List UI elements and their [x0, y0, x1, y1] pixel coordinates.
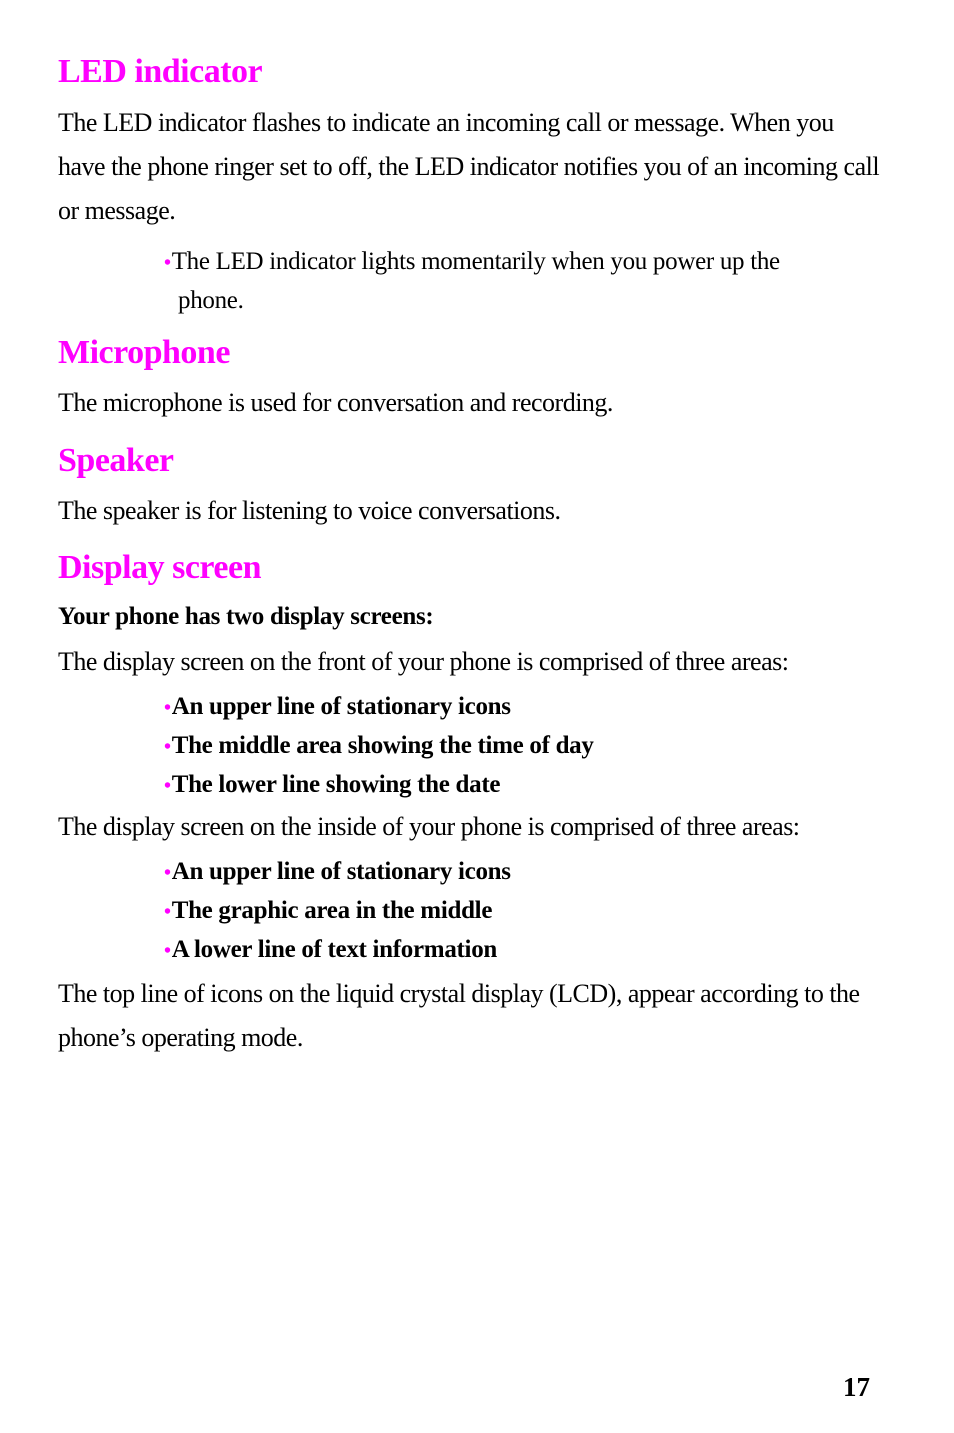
display-screen-heading: Display screen: [58, 549, 261, 586]
display-front-item-2: The middle area showing the time of day: [171, 732, 594, 759]
display-screen-subheading: Your phone has two display screens:: [58, 603, 434, 630]
list-item: [164, 853, 888, 892]
list-item: [164, 243, 844, 319]
bullet-icon: •: [164, 736, 171, 758]
speaker-body: The speaker is for listening to voice conversations.: [58, 496, 561, 525]
bullet-icon: •: [164, 901, 171, 923]
microphone-body: The microphone is used for conversation and recording.: [58, 388, 613, 417]
display-front-intro: The display screen on the front of your phone is comprised of three areas:: [58, 647, 789, 676]
list-item: [164, 892, 888, 931]
display-inside-item-2: The graphic area in the middle: [171, 897, 493, 924]
bullet-icon: •: [164, 940, 171, 962]
bullet-icon: •: [164, 862, 171, 884]
microphone-heading: Microphone: [58, 334, 230, 371]
bullet-icon: •: [164, 775, 171, 797]
led-indicator-note: The LED indicator lights momentarily when you power up the phone.: [171, 248, 780, 314]
display-closing: The top line of icons on the liquid crystal display (LCD), appear according to the phone’s operating mode.: [58, 979, 860, 1052]
section-display-screen: [58, 551, 888, 1060]
list-item: [164, 688, 888, 727]
led-indicator-note-list: [58, 243, 844, 319]
display-inside-intro: The display screen on the inside of your phone is comprised of three areas:: [58, 812, 800, 841]
display-front-item-3: The lower line showing the date: [171, 771, 501, 798]
led-indicator-body: The LED indicator flashes to indicate an incoming call or message. When you have the phone ringer set to off, the LED indicator notifies you of an incoming call or message.: [58, 108, 880, 225]
bullet-icon: •: [164, 697, 171, 719]
list-item: [164, 727, 888, 766]
section-microphone: [58, 336, 888, 425]
display-inside-list: [58, 853, 888, 970]
display-front-item-1: An upper line of stationary icons: [171, 693, 511, 720]
led-indicator-heading: LED indicator: [58, 53, 263, 90]
display-front-list: [58, 688, 888, 805]
display-inside-item-1: An upper line of stationary icons: [171, 858, 511, 885]
list-item: [164, 766, 888, 805]
display-inside-item-3: A lower line of text information: [171, 936, 498, 963]
bullet-icon: •: [164, 252, 171, 274]
section-led-indicator: [58, 55, 888, 319]
speaker-heading: Speaker: [58, 442, 174, 479]
list-item: [164, 931, 888, 970]
section-speaker: [58, 444, 888, 533]
page-number: 17: [843, 1372, 870, 1402]
